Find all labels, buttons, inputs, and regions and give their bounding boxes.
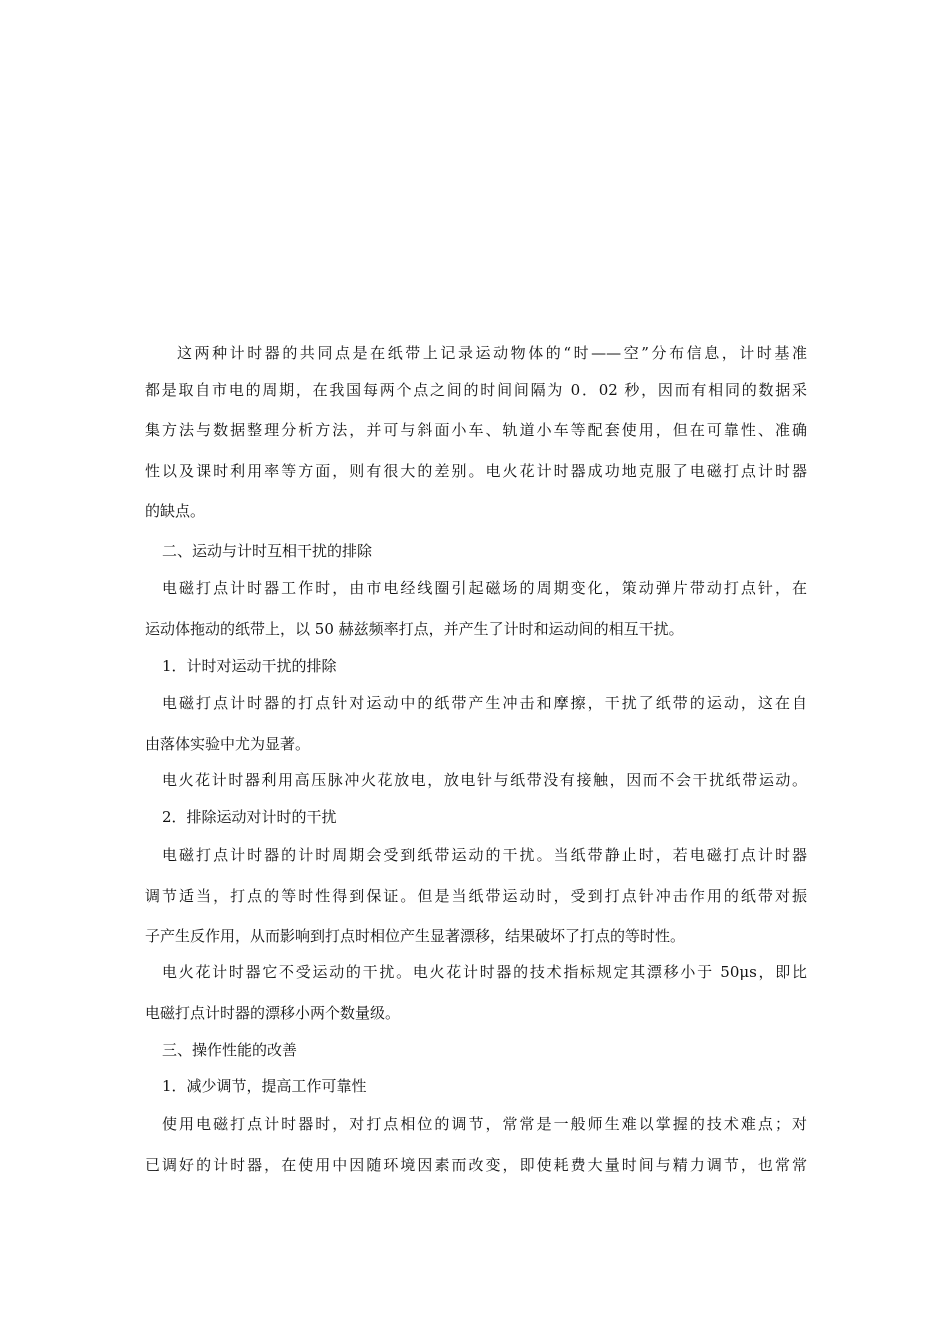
- paragraph-1-line-4: 性以及课时利用率等方面，则有很大的差别。电火花计时器成功地克服了电磁打点计时器: [145, 462, 807, 480]
- section-heading-3: 三、操作性能的改善: [162, 1041, 298, 1059]
- paragraph-7-line-2: 已调好的计时器，在使用中因随环境因素而改变，即使耗费大量时间与精力调节，也常常: [145, 1156, 807, 1174]
- paragraph-6-line-2: 电磁打点计时器的漂移小两个数量级。: [145, 1004, 401, 1022]
- paragraph-2-line-1: 电磁打点计时器工作时，由市电经线圈引起磁场的周期变化，策动弹片带动打点针，在: [162, 579, 807, 597]
- paragraph-1-line-5: 的缺点。: [145, 502, 206, 520]
- paragraph-7-line-1: 使用电磁打点计时器时，对打点相位的调节，常常是一般师生难以掌握的技术难点；对: [162, 1115, 807, 1133]
- paragraph-1-line-1: 这两种计时器的共同点是在纸带上记录运动物体的“时——空”分布信息，计时基准: [177, 344, 807, 362]
- paragraph-3-line-1: 电磁打点计时器的打点针对运动中的纸带产生冲击和摩擦，干扰了纸带的运动，这在自: [162, 694, 807, 712]
- paragraph-4-line-1: 电火花计时器利用高压脉冲火花放电，放电针与纸带没有接触，因而不会干扰纸带运动。: [162, 771, 807, 789]
- paragraph-1-line-2: 都是取自市电的周期，在我国每两个点之间的时间间隔为 0．02 秒，因而有相同的数据采: [145, 381, 807, 399]
- paragraph-5-line-3: 子产生反作用，从而影响到打点时相位产生显著漂移，结果破坏了打点的等时性。: [145, 927, 686, 945]
- paragraph-6-line-1: 电火花计时器它不受运动的干扰。电火花计时器的技术指标规定其漂移小于 50μs，即比: [162, 963, 807, 981]
- paragraph-5-line-1: 电磁打点计时器的计时周期会受到纸带运动的干扰。当纸带静止时，若电磁打点计时器: [162, 846, 807, 864]
- subheading-2-1: 1．计时对运动干扰的排除: [162, 657, 337, 675]
- section-heading-2: 二、运动与计时互相干扰的排除: [162, 542, 373, 560]
- paragraph-2-line-2: 运动体拖动的纸带上，以 50 赫兹频率打点，并产生了计时和运动间的相互干扰。: [145, 620, 684, 638]
- paragraph-5-line-2: 调节适当，打点的等时性得到保证。但是当纸带运动时，受到打点针冲击作用的纸带对振: [145, 887, 807, 905]
- subheading-3-1: 1．减少调节，提高工作可靠性: [162, 1077, 367, 1095]
- paragraph-1-line-3: 集方法与数据整理分析方法，并可与斜面小车、轨道小车等配套使用，但在可靠性、准确: [145, 421, 807, 439]
- subheading-2-2: 2．排除运动对计时的干扰: [162, 808, 337, 826]
- paragraph-3-line-2: 由落体实验中尤为显著。: [145, 735, 311, 753]
